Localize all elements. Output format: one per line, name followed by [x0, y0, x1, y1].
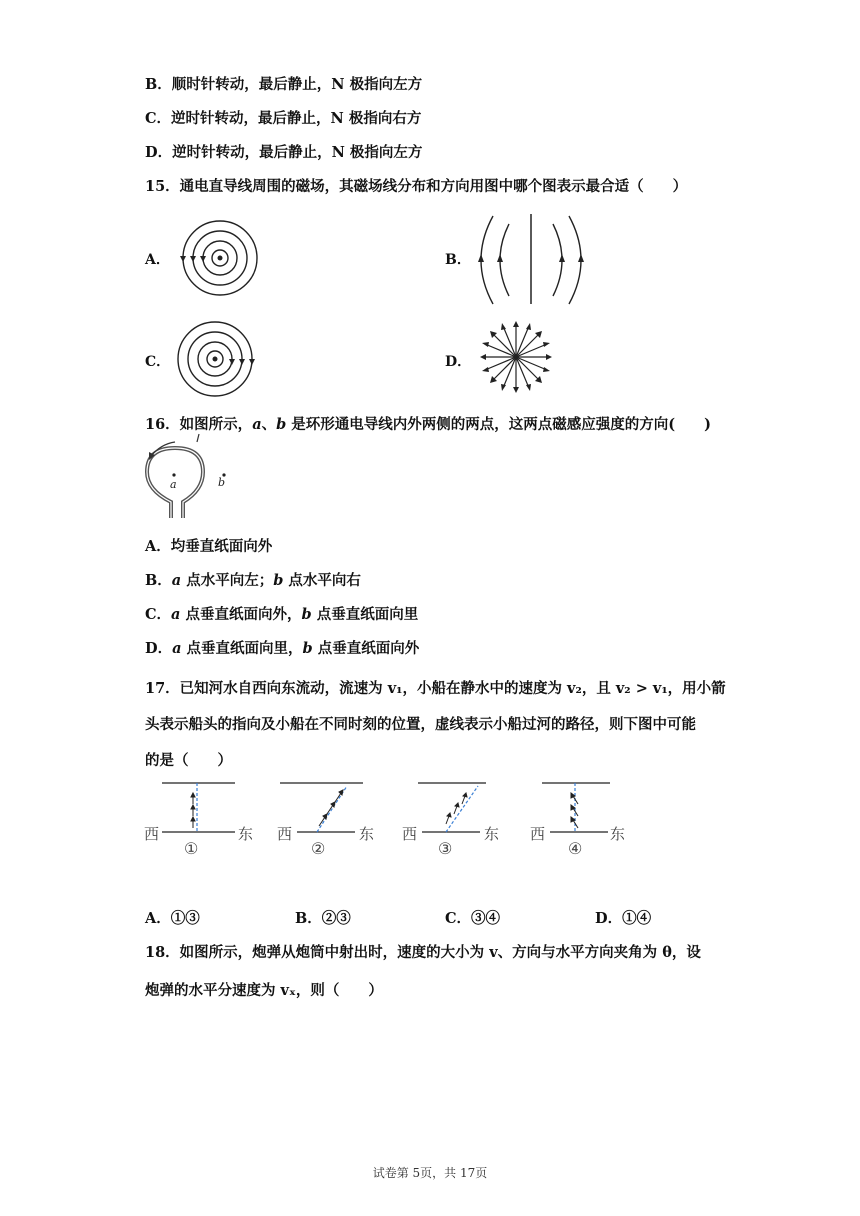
q17-fig4-east: 东	[610, 825, 626, 843]
q16-option-a: A．均垂直纸面向外	[145, 538, 273, 555]
q14-option-d: D．逆时针转动，最后静止，N 极指向左方	[145, 144, 423, 161]
q16-option-b: B．a 点水平向左；b 点水平向右	[145, 572, 361, 589]
q17-stem-line3: 的是（ ）	[145, 752, 232, 769]
q15-figure-c	[175, 321, 255, 401]
q17-stem-line1: 17．已知河水自西向东流动，流速为 v₁，小船在静水中的速度为 v₂，且 v₂ > v₁，用小箭	[145, 680, 726, 697]
q17-fig2-east: 东	[359, 825, 375, 843]
q17-fig4-west: 西	[530, 825, 546, 843]
q16-point-a-label: a	[170, 478, 177, 491]
q17-fig2-west: 西	[277, 825, 293, 843]
q17-fig3-east: 东	[484, 825, 500, 843]
q15-label-a: A．	[145, 252, 170, 268]
q17-figure-1	[140, 778, 260, 858]
q17-answer-b: B．②③	[295, 910, 351, 927]
q14-option-b: B．顺时针转动，最后静止，N 极指向左方	[145, 76, 423, 93]
q17-fig1-west: 西	[144, 825, 160, 843]
q15-label-b: B．	[445, 252, 471, 268]
q15-label-c: C．	[145, 354, 171, 370]
q15-figure-a	[180, 218, 260, 298]
q14-option-c: C．逆时针转动，最后静止，N 极指向右方	[145, 110, 422, 127]
q17-fig3-number: ③	[438, 839, 453, 858]
q15-figure-b	[473, 214, 589, 306]
q15-label-d: D．	[445, 354, 472, 370]
q18-stem-line2: 炮弹的水平分速度为 vₓ，则（ ）	[145, 982, 383, 999]
q17-answer-a: A．①③	[145, 910, 200, 927]
q16-ring-wire-figure	[143, 440, 243, 522]
q17-answer-c: C．③④	[445, 910, 501, 927]
q17-stem-line2: 头表示船头的指向及小船在不同时刻的位置，虚线表示小船过河的路径，则下图中可能	[145, 716, 696, 733]
q17-figure-4	[528, 778, 648, 858]
q15-figure-d	[480, 321, 552, 393]
q17-figure-2	[275, 778, 395, 858]
q17-fig3-west: 西	[402, 825, 418, 843]
q17-fig1-number: ①	[184, 839, 199, 858]
q17-figure-3	[400, 778, 520, 858]
q15-stem: 15．通电直导线周围的磁场，其磁场线分布和方向用图中哪个图表示最合适（ ）	[145, 178, 688, 195]
q17-fig1-east: 东	[238, 825, 254, 843]
page-footer: 试卷第 5页，共 17页	[372, 1166, 488, 1180]
q17-fig2-number: ②	[311, 839, 326, 858]
q17-answer-d: D．①④	[595, 910, 652, 927]
q18-stem-line1: 18．如图所示，炮弹从炮筒中射出时，速度的大小为 v、方向与水平方向夹角为 θ，设	[145, 944, 701, 961]
q16-option-c: C．a 点垂直纸面向外，b 点垂直纸面向里	[145, 606, 419, 623]
q17-fig4-number: ④	[568, 839, 583, 858]
q16-point-b-label: b	[218, 476, 226, 489]
q16-stem: 16．如图所示，a、b 是环形通电导线内外两侧的两点，这两点磁感应强度的方向( )	[145, 416, 712, 433]
q16-option-d: D．a 点垂直纸面向里，b 点垂直纸面向外	[145, 640, 420, 657]
